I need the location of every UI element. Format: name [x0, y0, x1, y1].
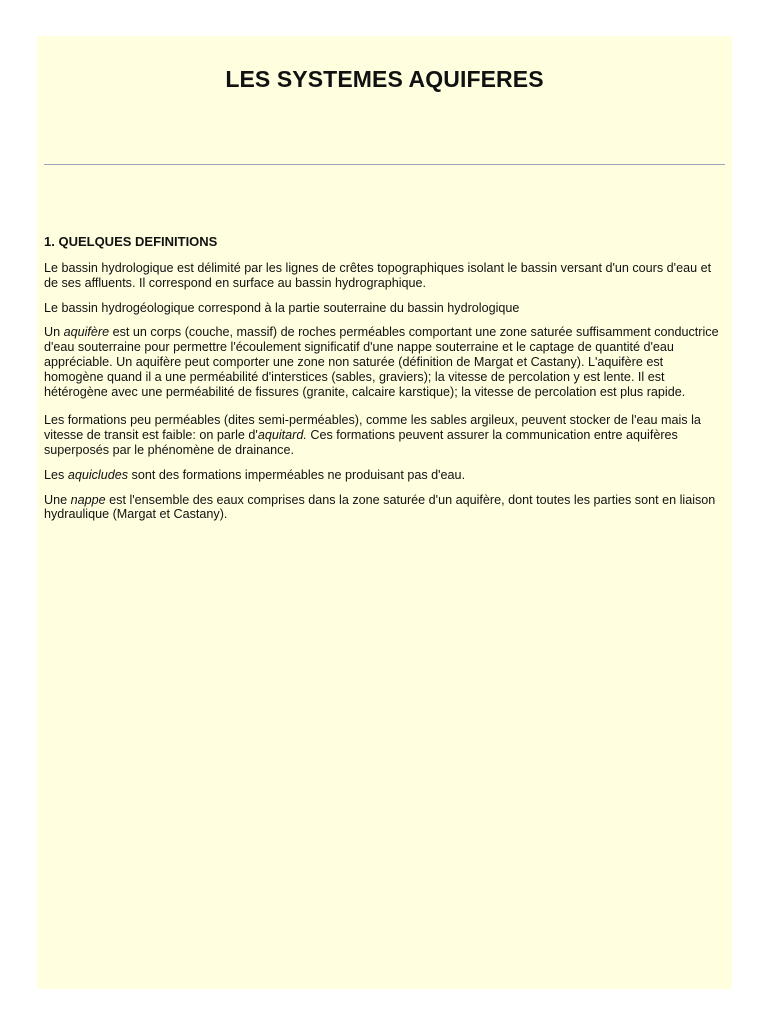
paragraph-text: Un: [44, 325, 64, 340]
paragraph-text: Une: [44, 492, 71, 507]
term-aquitard: aquitard.: [257, 428, 307, 443]
section-heading: 1. QUELQUES DEFINITIONS: [44, 234, 218, 249]
paragraph-text: Les formations peu perméables (dites semi-perméables), comme les sables argileux, peuvent stocker de l'eau mais la vitesse de transit est faible: on parle d': [44, 413, 701, 443]
paragraph-text: Les: [44, 467, 68, 482]
term-aquifere: aquifère: [63, 325, 110, 340]
paragraph-aquifere: [44, 325, 725, 399]
paragraph-nappe: [44, 493, 725, 523]
document-body: [44, 234, 725, 532]
paragraph-text: est l'ensemble des eaux comprises dans la zone saturée d'un aquifère, dont toutes les parties sont en liaison hydraulique (Margat et Castany).: [44, 492, 716, 522]
paragraph-aquicludes: [44, 468, 725, 483]
horizontal-divider: [44, 164, 725, 165]
paragraph-aquitard: [44, 413, 725, 457]
term-nappe: nappe: [70, 492, 106, 507]
paragraph-text: Ces formations peuvent assurer la communication entre aquifères superposés par le phénomène de drainance.: [44, 428, 678, 457]
paragraph-text: sont des formations imperméables ne produisant pas d'eau.: [128, 467, 466, 482]
paragraph-bassin-hydrogeologique: Le bassin hydrogéologique correspond à la partie souterraine du bassin hydrologique: [44, 300, 520, 315]
page-title: LES SYSTEMES AQUIFERES: [225, 66, 544, 92]
paragraph-bassin-hydrologique: Le bassin hydrologique est délimité par les lignes de crêtes topographiques isolant le bassin versant d'un cours d'eau et de ses affluents. Il correspond en surface au bassin hydrographique.: [44, 261, 712, 290]
document-page: [37, 36, 732, 989]
paragraph-text: est un corps (couche, massif) de roches perméables comportant une zone saturée suffisamment conductrice d'eau souterraine pour permettre l'écoulement significatif d'une nappe souterraine et le captage de quantité d'eau appréciable. Un aquifère peut comporter une zone non saturée (définition de Margat et Castany). L'aquifère est homogène quand il a une perméabilité d'interstices (sables, graviers); la vitesse de percolation y est lente. Il est hétérogène avec une perméabilité de fissures (granite, calcaire karstique); la vitesse de percolation est plus rapide.: [44, 325, 719, 399]
term-aquicludes: aquicludes: [67, 467, 129, 482]
